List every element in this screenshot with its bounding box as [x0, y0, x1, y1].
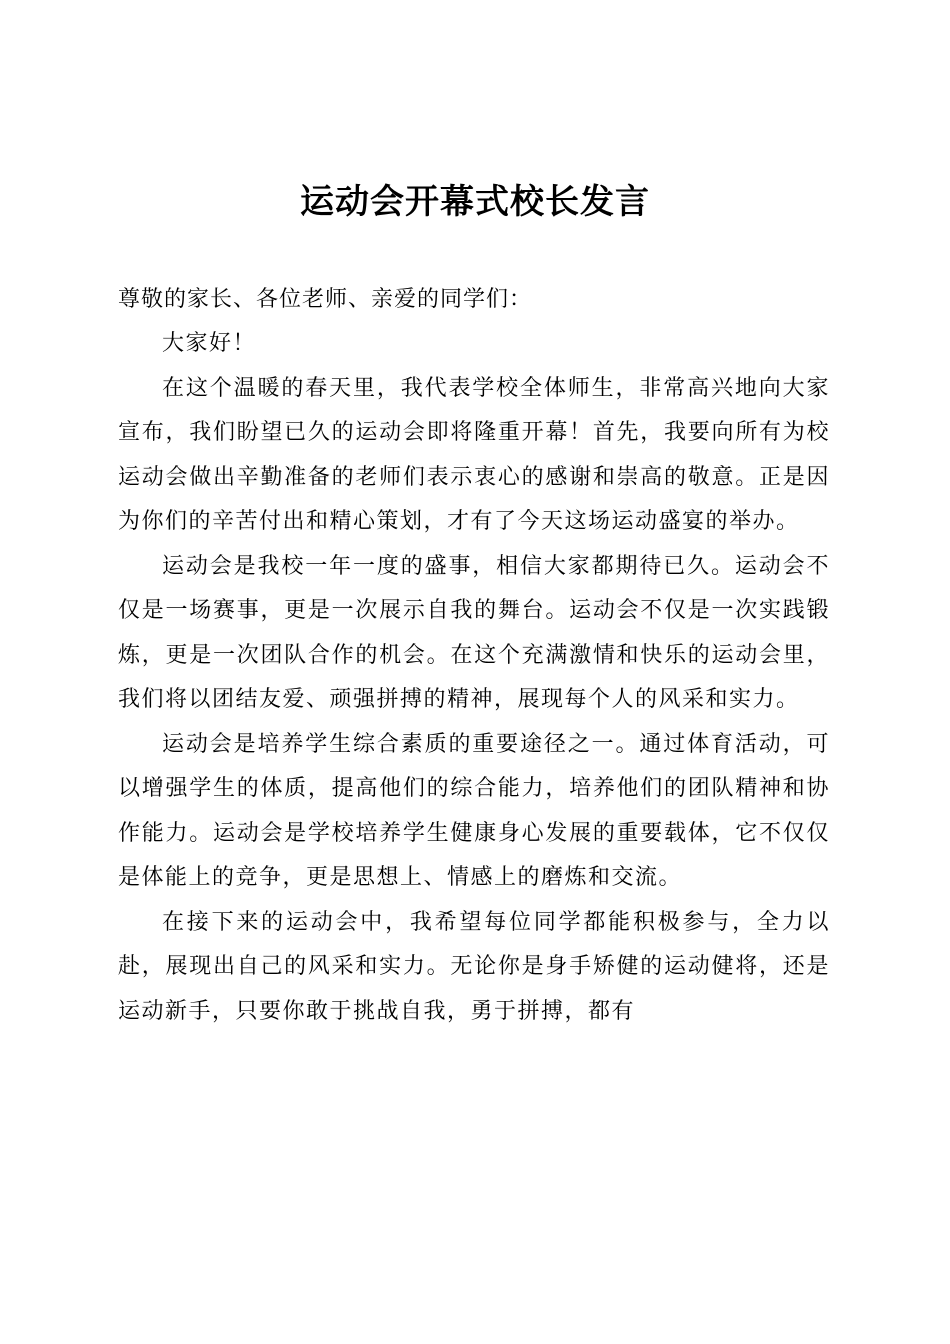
paragraph-greeting: 大家好！: [162, 331, 257, 356]
paragraph-announcement: 在这个温暖的春天里，我代表学校全体师生，非常高兴地向大家宣布，我们盼望已久的运动会即将隆重开幕！首先，我要向所有为校运动会做出辛勤准备的老师们表示衷心的感谢和崇高的敬意。正是因为你们的辛苦付出和精心策划，才有了今天这场运动盛宴的举办。: [118, 375, 830, 534]
document-body: [118, 278, 830, 1034]
paragraph-education: 运动会是培养学生综合素质的重要途径之一。通过体育活动，可以增强学生的体质，提高他们的综合能力，培养他们的团队精神和协作能力。运动会是学校培养学生健康身心发展的重要载体，它不仅仅是体能上的竞争，更是思想上、情感上的磨炼和交流。: [118, 731, 830, 890]
paragraph-encouragement: 在接下来的运动会中，我希望每位同学都能积极参与，全力以赴，展现出自己的风采和实力。无论你是身手矫健的运动健将，还是运动新手，只要你敢于挑战自我，勇于拼搏，都有: [118, 909, 830, 1024]
paragraph-annual-event: 运动会是我校一年一度的盛事，相信大家都期待已久。运动会不仅是一场赛事，更是一次展示自我的舞台。运动会不仅是一次实践锻炼，更是一次团队合作的机会。在这个充满激情和快乐的运动会里，我们将以团结友爱、顽强拼搏的精神，展现每个人的风采和实力。: [118, 553, 830, 712]
salutation: 尊敬的家长、各位老师、亲爱的同学们：: [118, 287, 533, 312]
document-title: 运动会开幕式校长发言: [300, 182, 650, 222]
